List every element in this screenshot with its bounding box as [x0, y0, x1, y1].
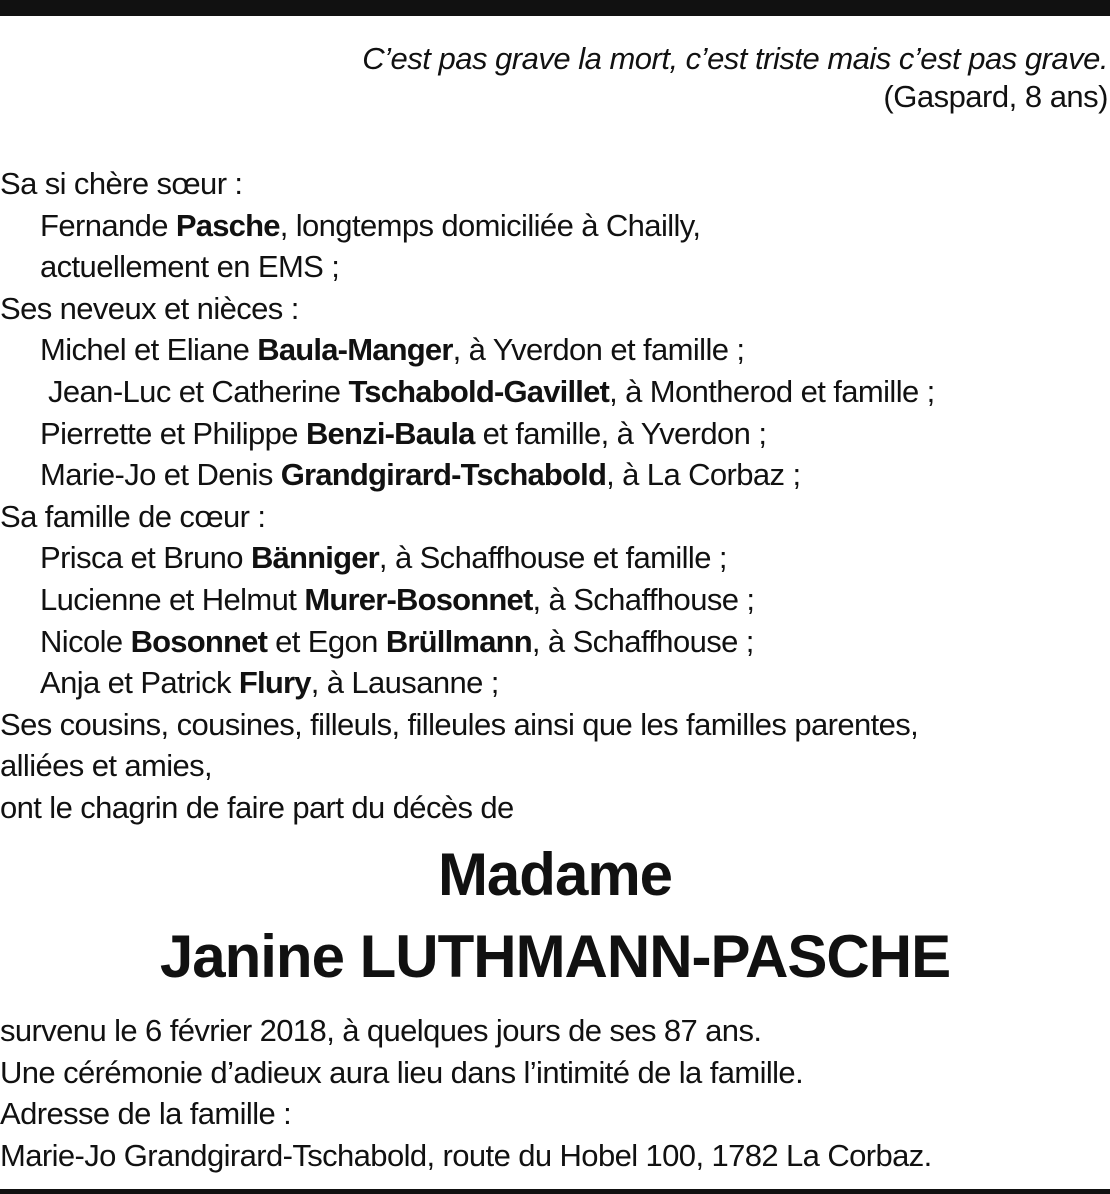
nephews-heading: Ses neveux et nièces : [0, 290, 299, 326]
text-fragment: , à Montherod et famille ; [609, 373, 935, 409]
surname: Pasche [175, 207, 280, 243]
heart-family-line [0, 621, 1108, 663]
surname: Grandgirard-Tschabold [280, 457, 607, 493]
address-heading: Adresse de la famille : [0, 1096, 292, 1132]
ceremony-line: Une cérémonie d’adieux aura lieu dans l’intimité de la famille. [0, 1054, 804, 1090]
surname: Bänniger [250, 540, 379, 576]
cousins-line-2: alliées et amies, [0, 748, 213, 784]
top-rule [0, 0, 1110, 16]
nephew-line [0, 329, 1108, 371]
closing-details [0, 1010, 1108, 1176]
announcement-line: ont le chagrin de faire part du décès de [0, 789, 514, 825]
text-fragment: , à La Corbaz ; [606, 457, 801, 493]
text-fragment: Marie-Jo et Denis [40, 457, 281, 493]
sister-heading: Sa si chère sœur : [0, 166, 243, 201]
heart-family-line [0, 662, 1108, 704]
deceased-title: Madame [437, 841, 673, 908]
text-fragment: , à Schaffhouse ; [532, 581, 755, 617]
heart-family-line [0, 579, 1108, 621]
surname: Flury [238, 665, 311, 701]
text-fragment: Nicole [40, 623, 131, 659]
surname: Baula-Manger [257, 332, 453, 368]
nephew-line [0, 371, 1108, 413]
death-date-line: survenu le 6 février 2018, à quelques jours de ses 87 ans. [0, 1013, 762, 1048]
epigraph-quote [362, 40, 1108, 116]
text-fragment: , à Lausanne ; [310, 665, 499, 701]
sister-line-2: actuellement en EMS ; [40, 249, 340, 285]
surname: Tschabold-Gavillet [348, 373, 610, 409]
text-fragment: Pierrette et Philippe [40, 415, 306, 451]
text-fragment: , longtemps domiciliée à Chailly, [279, 207, 701, 243]
text-fragment: et Egon [267, 623, 386, 659]
quote-text: C’est pas grave la mort, c’est triste mais c’est pas grave. [362, 41, 1108, 76]
nephew-line [0, 454, 1108, 496]
cousins-line-1: Ses cousins, cousines, filleuls, filleules ainsi que les familles parentes, [0, 706, 919, 742]
text-fragment: Lucienne et Helmut [40, 581, 305, 617]
quote-source: (Gaspard, 8 ans) [883, 79, 1108, 114]
sister-line-1 [0, 205, 1108, 247]
text-fragment: Fernande [40, 207, 176, 243]
bottom-rule [0, 1189, 1110, 1194]
surname: Benzi-Baula [305, 415, 475, 451]
text-fragment: Anja et Patrick [40, 665, 239, 701]
text-fragment: , à Schaffhouse ; [531, 623, 754, 659]
family-list [0, 163, 1108, 829]
heart-family-heading: Sa famille de cœur : [0, 498, 266, 534]
surname: Murer-Bosonnet [304, 581, 533, 617]
text-fragment: Jean-Luc et Catherine [48, 373, 349, 409]
nephew-line [0, 413, 1108, 455]
text-fragment: , à Schaffhouse et famille ; [378, 540, 727, 576]
text-fragment: , à Yverdon et famille ; [452, 332, 745, 368]
surname: Brüllmann [385, 623, 532, 659]
text-fragment: Prisca et Bruno [40, 540, 251, 576]
address-line: Marie-Jo Grandgirard-Tschabold, route du Hobel 100, 1782 La Corbaz. [0, 1137, 932, 1173]
surname: Bosonnet [130, 623, 268, 659]
heart-family-line [0, 537, 1108, 579]
deceased-name: Janine LUTHMANN-PASCHE [159, 923, 951, 990]
text-fragment: et famille, à Yverdon ; [474, 415, 767, 451]
text-fragment: Michel et Eliane [40, 332, 258, 368]
